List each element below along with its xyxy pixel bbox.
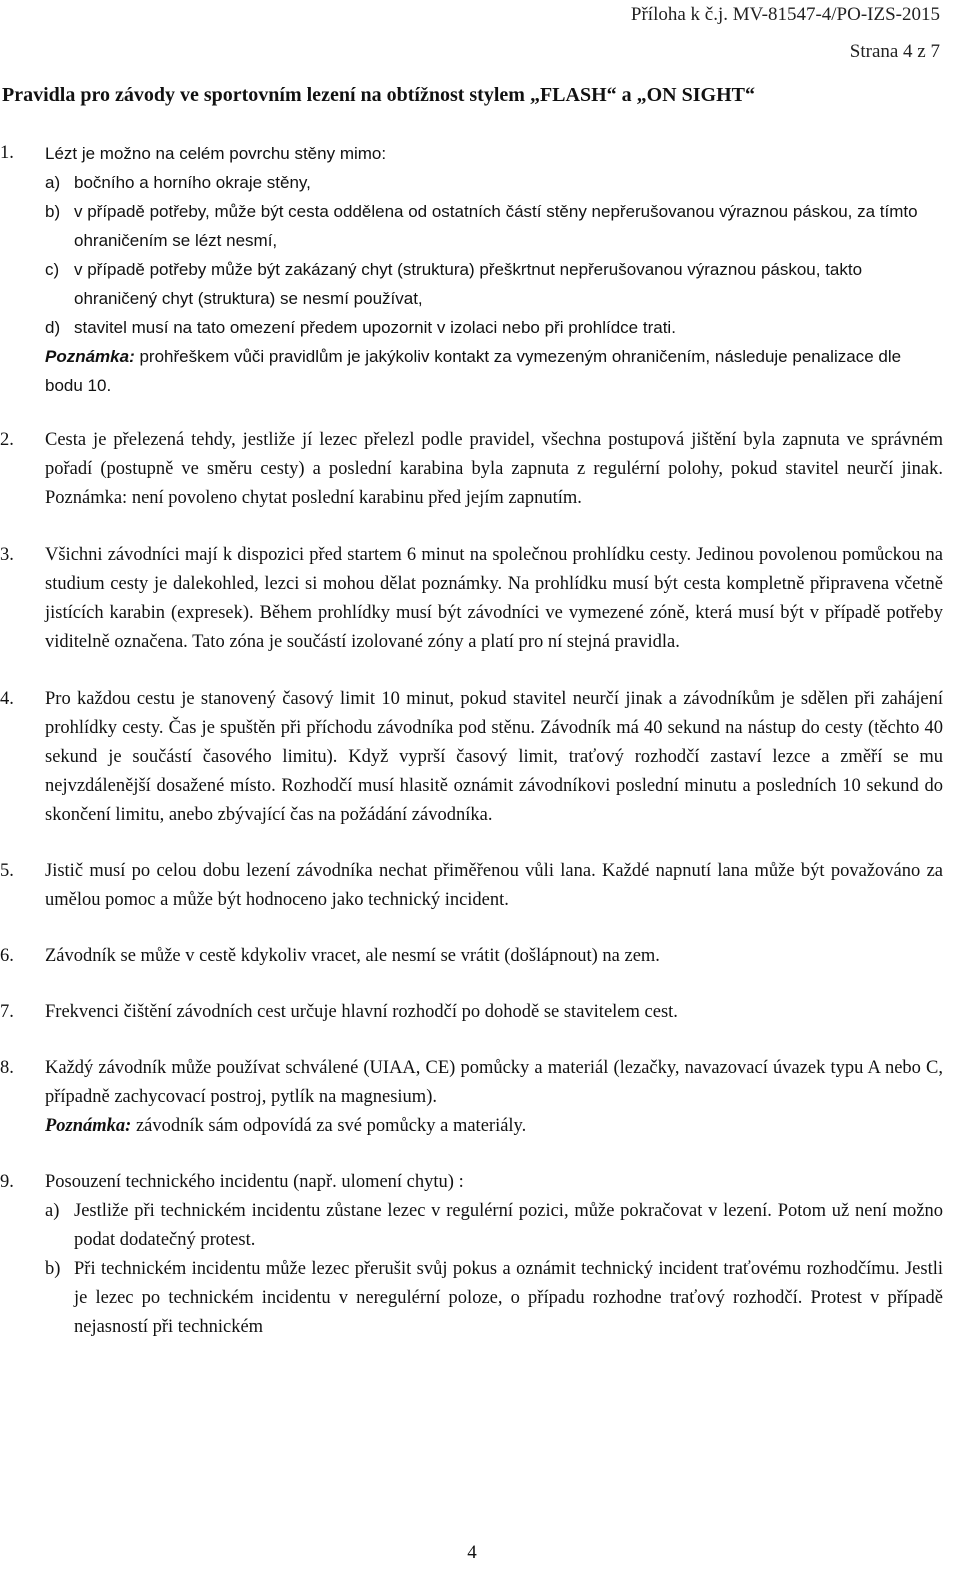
note-label: Poznámka:: [45, 1116, 132, 1136]
document-reference: Příloha k č.j. MV-81547-4/PO-IZS-2015: [630, 4, 940, 25]
rule-number: 4.: [0, 689, 14, 709]
rule-body: [45, 1054, 943, 1141]
rule-text: Závodník se může v cestě kdykoliv vracet, ale nesmí se vrátit (došlápnout) na zem.: [45, 946, 660, 966]
rule-item-6: [0, 942, 960, 971]
sub-item-b: [45, 197, 943, 255]
sub-label: c): [45, 260, 60, 279]
page-number: 4: [467, 1542, 477, 1563]
note-text: závodník sám odpovídá za své pomůcky a materiály.: [131, 1116, 527, 1136]
rule-number: 3.: [0, 545, 14, 565]
rule-number: 7.: [0, 1002, 14, 1022]
note-text: prohřeškem vůči pravidlům je jakýkoliv kontakt za vymezeným ohraničením, následuje penalizace dle bodu 10.: [45, 347, 902, 395]
rule-item-4: [0, 685, 960, 830]
sub-item-b: [45, 1255, 943, 1342]
sub-item-a: [45, 1197, 943, 1255]
sub-text: stavitel musí na tato omezení předem upozornit v izolaci nebo při prohlídce trati.: [74, 318, 676, 337]
rule-item-3: [0, 541, 960, 657]
note-label: Poznámka:: [45, 347, 135, 366]
rule-item-8: [0, 1054, 960, 1141]
page-indicator: Strana 4 z 7: [849, 41, 940, 62]
rule-item-9: [0, 1168, 960, 1342]
sub-text: Při technickém incidentu může lezec přerušit svůj pokus a oznámit technický incident traťovému rozhodčímu. Jestli je lezec po technickém incidentu v neregulérní poloze, o případu rozhodne traťový rozhodčí. Protest v případě nejasností při technickém: [74, 1259, 943, 1337]
sub-label: b): [45, 202, 61, 221]
rule-number: 1.: [0, 143, 14, 163]
sub-item-c: [45, 255, 943, 313]
rule-body: [45, 139, 943, 400]
rule-body: [45, 1168, 943, 1342]
rule-item-5: [0, 857, 960, 915]
rule-item-1: [0, 139, 960, 400]
rule-number: 2.: [0, 430, 14, 450]
rule-intro: Posouzení technického incidentu (např. ulomení chytu) :: [45, 1172, 464, 1192]
document-title: Pravidla pro závody ve sportovním lezení na obtížnost stylem „FLASH“ a „ON SIGHT“: [2, 84, 755, 106]
sub-item-a: [45, 168, 943, 197]
rule-note: [45, 1112, 943, 1141]
rule-intro: Lézt je možno na celém povrchu stěny mimo:: [45, 144, 387, 163]
rule-number: 9.: [0, 1172, 14, 1192]
rule-note: [45, 342, 943, 400]
rule-text: Všichni závodníci mají k dispozici před startem 6 minut na společnou prohlídku cesty. Jedinou povolenou pomůckou na studium cesty je dalekohled, lezci si mohou dělat poznámky. Na prohlídku musí být cesta kompletně připravena včetně jistících karabin (expresek). Během prohlídky musí být závodníci ve vymezené zóně, která musí být v případě potřeby viditelně označena. Tato zóna je součástí izolované zóny a platí pro ní stejná pravidla.: [45, 545, 943, 652]
sub-label: b): [45, 1259, 61, 1279]
sub-text: v případě potřeby, může být cesta oddělena od ostatních částí stěny nepřerušovanou výraznou páskou, za tímto ohraničením se lézt nesmí,: [74, 202, 918, 250]
rule-text: Každý závodník může používat schválené (UIAA, CE) pomůcky a materiál (lezačky, navazovací úvazek typu A nebo C, případně zachycovací postroj, pytlík na magnesium).: [45, 1058, 943, 1107]
rule-text: Cesta je přelezená tehdy, jestliže jí lezec přelezl podle pravidel, všechna postupová jištění byla zapnuta ve správném pořadí (postupně ve směru cesty) a poslední karabina byla zapnuta z regulérní polohy, pokud stavitel neurčí jinak. Poznámka: není povoleno chytat poslední karabinu před jejím zapnutím.: [45, 430, 943, 508]
sub-text: v případě potřeby může být zakázaný chyt (struktura) přeškrtnut nepřerušovanou výraznou páskou, takto ohraničený chyt (struktura) se nesmí používat,: [74, 260, 863, 308]
rule-number: 8.: [0, 1058, 14, 1078]
sub-text: Jestliže při technickém incidentu zůstane lezec v regulérní pozici, může pokračovat v lezení. Potom už není možno podat dodatečný protest.: [74, 1201, 943, 1250]
rule-text: Jistič musí po celou dobu lezení závodníka nechat přiměřenou vůli lana. Každé napnutí lana může být považováno za umělou pomoc a může být hodnoceno jako technický incident.: [45, 861, 943, 910]
rule-item-7: [0, 998, 960, 1027]
rule-item-2: [0, 426, 960, 513]
rule-text: Frekvenci čištění závodních cest určuje hlavní rozhodčí po dohodě se stavitelem cest.: [45, 1002, 678, 1022]
rule-number: 5.: [0, 861, 14, 881]
sub-text: bočního a horního okraje stěny,: [74, 173, 311, 192]
sub-label: d): [45, 318, 61, 337]
rule-text: Pro každou cestu je stanovený časový limit 10 minut, pokud stavitel neurčí jinak a závodníkům je sdělen při zahájení prohlídky cesty. Čas je spuštěn při příchodu závodníka pod stěnu. Závodník má 40 sekund na nástup do cesty (těchto 40 sekund je součástí časového limitu). Když vyprší časový limit, traťový rozhodčí zastaví lezce a změří se mu nejvzdálenější dosažené místo. Rozhodčí musí hlasitě oznámit závodníkovi poslední minutu a posledních 10 sekund do skončení limitu, anebo zbývající čas na požádání závodníka.: [45, 689, 943, 825]
sub-item-d: [45, 313, 943, 342]
sub-label: a): [45, 1201, 60, 1221]
rules-list: [0, 139, 960, 1342]
sub-label: a): [45, 173, 61, 192]
rule-number: 6.: [0, 946, 14, 966]
